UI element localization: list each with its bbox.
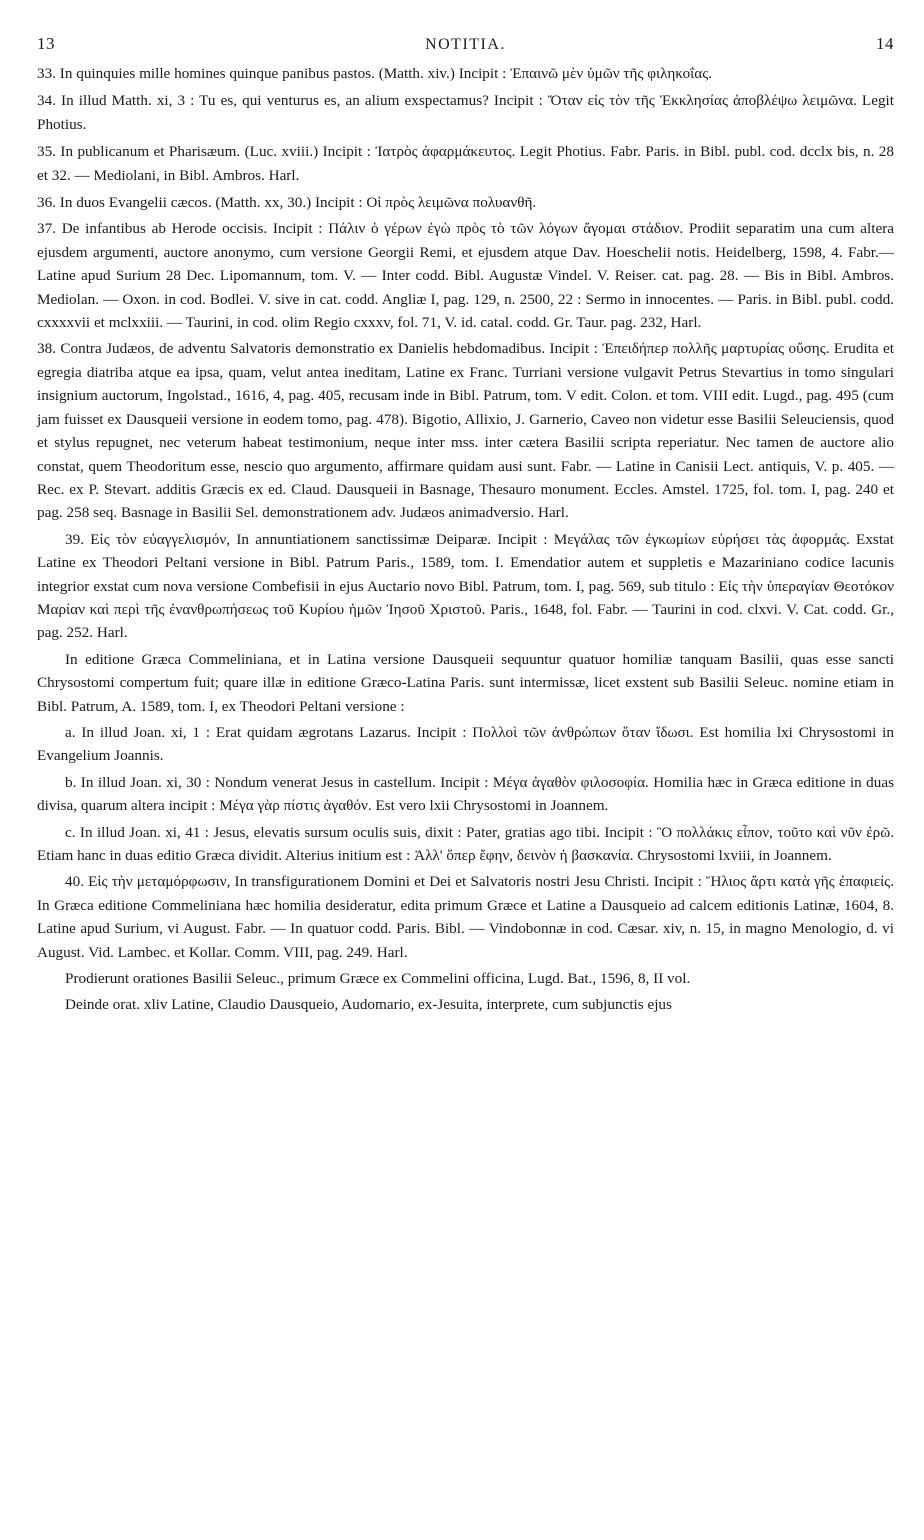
document-page xyxy=(37,34,894,1020)
entry-40: 40. Εἰς τὴν μεταμόρφωσιν, In transfigurationem Domini et Dei et Salvatoris nostri Jesu Christi. Incipit : Ἥλιος ἄρτι κατὰ γῆς ἐπαφιείς. In Græca editione Commeliniana hæc homilia desideratur, edita primum Græce et Latine a Dausqueio ad calcem editionis Latinæ, 1604, 8. Latine apud Surium, vi August. Fabr. — In quatuor codd. Paris. Bibl. — Vindobonnæ in cod. Cæsar. xiv, n. 15, in magno Menologio, d. vi August. Vid. Lambec. et Kollar. Comm. VIII, pag. 249. Harl. xyxy=(37,873,894,961)
paragraph-commeliniana: In editione Græca Commeliniana, et in Latina versione Dausqueii sequuntur quatuor homiliæ tanquam Basilii, quas esse sancti Chrysostomi compertum fuit; quare illæ in editione Græco-Latina Paris. sunt intermissæ, licet exstent sub Basilii Seleuc. nomine etiam in Bibl. Patrum, A. 1589, tom. I, ex Theodori Peltani versione : xyxy=(37,650,894,715)
entry-39b: b. In illud Joan. xi, 30 : Nondum venerat Jesus in castellum. Incipit : Μέγα ἀγαθὸν φιλοσοφία. Homilia hæc in Græca editione in duas divisa, quarum altera incipit : Μέγα γὰρ πίστις ἀγαθόν. Est vero lxii Chrysostomi in Joannem. xyxy=(37,773,894,815)
left-page-number: 13 xyxy=(37,34,55,53)
right-page-number: 14 xyxy=(876,34,894,53)
running-head xyxy=(37,34,894,58)
entry-39c: c. In illud Joan. xi, 41 : Jesus, elevatis sursum oculis suis, dixit : Pater, gratias ago tibi. Incipit : Ὃ πολλάκις εἶπον, τοῦτο καὶ νῦν ἐρῶ. Etiam hanc in duas editio Græca dividit. Alterius initium est : Ἀλλ' ὅπερ ἔφην, δεινὸν ἡ βασκανία. Chrysostomi lxviii, in Joannem. xyxy=(37,823,894,864)
entry-39: 39. Εἰς τὸν εὐαγγελισμόν, In annuntiationem sanctissimæ Deiparæ. Incipit : Μεγάλας τῶν ἐγκωμίων εὑρήσει τὰς ἀφορμάς. Exstat Latine ex Theodori Peltani versione in Bibl. Patrum Paris., 1589, tom. I. Emendatior autem et suppletis e Mazariniano codice lacunis integrior exstat cum nova versione Combefisii in ejus Auctario novo Bibl. Patrum, tom. I, pag. 569, sub titulo : Εἰς τὴν ὑπεραγίαν Θεοτόκον Μαρίαν καὶ περὶ τῆς ἐνανθρωπήσεως τοῦ Κυρίου ἡμῶν Ἰησοῦ Χριστοῦ. Paris., 1648, fol. Fabr. — Taurini in cod. clxvi. V. Cat. codd. Gr., pag. 252. Harl. xyxy=(37,530,894,642)
entry-33: 33. In quinquies mille homines quinque panibus pastos. (Matth. xiv.) Incipit : Ἐπαινῶ μὲν ὑμῶν τῆς φιληκοΐας. xyxy=(37,65,713,82)
entry-38: 38. Contra Judæos, de adventu Salvatoris demonstratio ex Danielis hebdomadibus. Incipit : Ἐπειδήπερ πολλῆς μαρτυρίας οὔσης. Erudita et egregia diatriba atque ea ipsa, quam, velut antea ineditam, Latine ex Franc. Turriani versione vulgavit Petrus Stevartius in tomo singulari insignium auctorum, Ingolstad., 1616, 4, pag. 405, recusam inde in Bibl. Patrum, tom. V edit. Colon. et tom. VIII edit. Lugd., pag. 495 (cum jam fuisset ex Dausqueii versione in eodem tomo, pag. 478). Bigotio, Allixio, J. Garnerio, Caveo non videtur esse Basilii Seleuciensis, quod et stylus repugnet, nec veterum habeat testimonium, neque inter mss. inter cætera Basilii scripta reperiatur. Nec tamen de auctore alio constat, quem Theodoritum esse, nescio quo argumento, affirmare quidam ausi sunt. Fabr. — Latine in Canisii Lect. antiquis, V. p. 405. — Rec. ex P. Stevart. additis Græcis ex ed. Claud. Dausqueii in Basnage, Thesauro monument. Eccles. Amstel. 1725, fol. tom. I, pag. 240 et pag. 258 seq. Basnage in Basilii Sel. demonstrationem adv. Judæos animadversio. Harl. xyxy=(37,340,894,522)
paragraph-deinde: Deinde orat. xliv Latine, Claudio Dausqueio, Audomario, ex-Jesuita, interprete, cum subjunctis ejus xyxy=(65,996,672,1014)
paragraph-prodierunt: Prodierunt orationes Basilii Seleuc., primum Græce ex Commelini officina, Lugd. Bat., 1596, 8, II vol. xyxy=(65,970,691,988)
entry-34: 34. In illud Matth. xi, 3 : Tu es, qui venturus es, an alium exspectamus? Incipit : Ὅταν εἰς τὸν τῆς Ἐκκλησίας ἀποβλέψω λειμῶνα. Legit Photius. xyxy=(37,92,894,133)
entry-36: 36. In duos Evangelii cæcos. (Matth. xx, 30.) Incipit : Οἱ πρὸς λειμῶνα πολυανθῆ. xyxy=(37,194,537,212)
entry-37: 37. De infantibus ab Herode occisis. Incipit : Πάλιν ὁ γέρων ἐγὼ πρὸς τὸ τῶν λόγων ἄγομαι στάδιον. Prodiit separatim una cum altera ejusdem argumenti, auctore anonymo, cum versione Georgii Remi, et ejusdem atque Dav. Hoeschelii notis. Heidelberg, 1598, 4. Fabr.—Latine apud Surium 28 Dec. Lipomannum, tom. V. — Inter codd. Bibl. Augustæ Vindel. V. Reiser. cat. pag. 28. — Bis in Bibl. Ambros. Mediolan. — Oxon. in cod. Bodlei. V. sive in cat. codd. Angliæ I, pag. 129, n. 2500, 22 : Sermo in innocentes. — Paris. in Bibl. publ. codd. cxxxxvii et mclxxiii. — Taurini, in cod. olim Regio cxxxv, fol. 71, V. id. catal. codd. Gr. Taur. pag. 232, Harl. xyxy=(37,220,894,332)
entry-39a: a. In illud Joan. xi, 1 : Erat quidam ægrotans Lazarus. Incipit : Πολλοὶ τῶν ἀνθρώπων ὅταν ἴδωσι. Est homilia lxi Chrysostomi in Evangelium Joannis. xyxy=(37,723,894,765)
entries xyxy=(37,62,894,1017)
running-title: NOTITIA. xyxy=(425,36,506,53)
entry-35: 35. In publicanum et Pharisæum. (Luc. xviii.) Incipit : Ἰατρὸς ἀφαρμάκευτος. Legit Photius. Fabr. Paris. in Bibl. publ. cod. dcclx bis, n. 28 et 32. — Mediolani, in Bibl. Ambros. Harl. xyxy=(37,143,894,184)
